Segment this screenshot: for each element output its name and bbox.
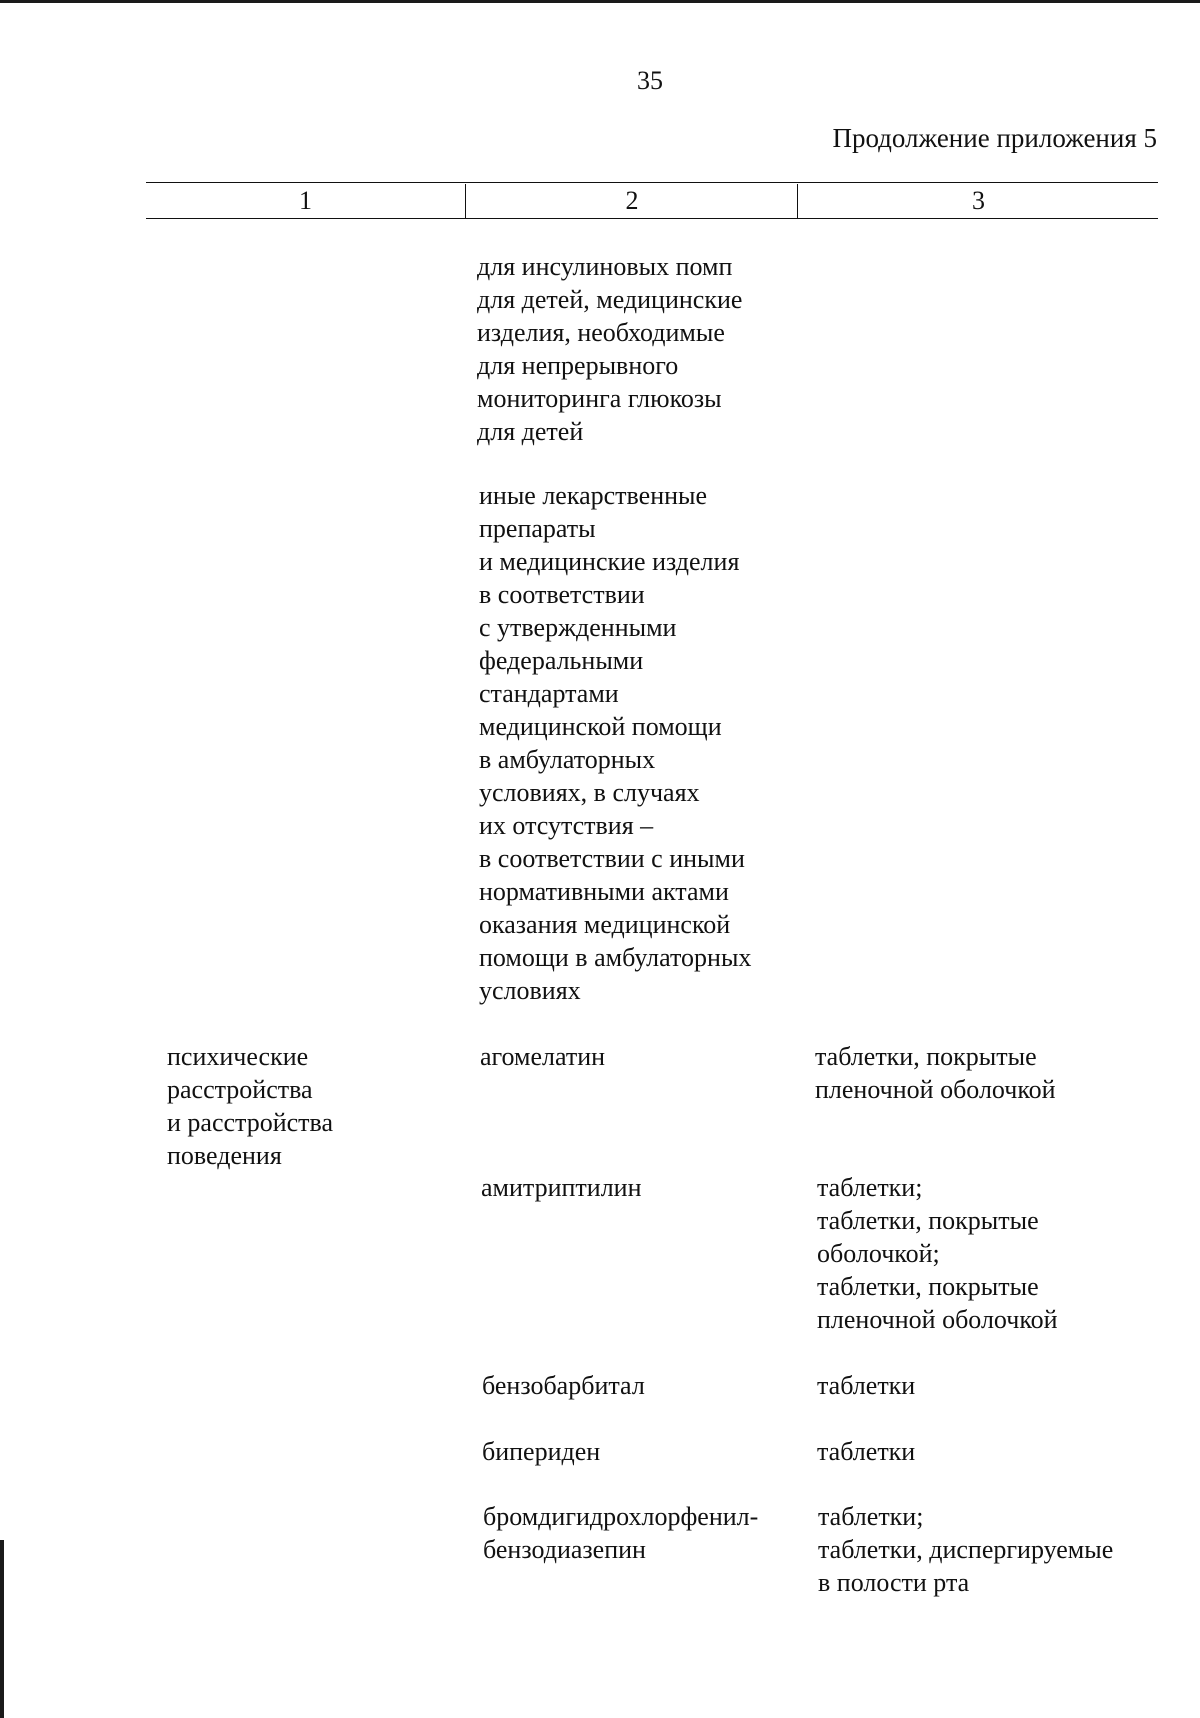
drug-form: таблетки, покрытые пленочной оболочкой [815, 1042, 1056, 1104]
scan-edge-top [0, 0, 1200, 3]
disease-category: психические расстройства и расстройства поведения [167, 1042, 334, 1170]
page-number: 35 [637, 66, 663, 95]
drug-name: амитриптилин [481, 1173, 642, 1202]
drug-name: бромдигидрохлорфенил- бензодиазепин [483, 1502, 759, 1564]
other-drugs-text: иные лекарственные препараты и медицинские изделия в соответствии с утвержденными федеральными стандартами медицинской помощи в амбулаторных условиях, в случаях их отсутствия – в соответствии с иными нормативными актами оказания медицинской помощи в амбулаторных условиях [479, 481, 752, 1005]
drug-name: агомелатин [480, 1042, 606, 1071]
header-rule-bottom [146, 218, 1158, 219]
drug-name: бензобарбитал [482, 1371, 645, 1400]
drug-name: бипериден [482, 1437, 601, 1466]
header-rule-top [146, 182, 1158, 183]
header-col-2: 2 [625, 186, 639, 215]
header-col-3: 3 [972, 186, 985, 215]
drug-form: таблетки [817, 1371, 916, 1400]
drug-form: таблетки; таблетки, покрытые оболочкой; таблетки, покрытые пленочной оболочкой [817, 1173, 1058, 1334]
header-separator [797, 184, 798, 218]
scan-edge-left [0, 1540, 4, 1718]
header-col-1: 1 [299, 186, 312, 215]
header-separator [465, 184, 466, 218]
drug-form: таблетки; таблетки, диспергируемые в полости рта [818, 1502, 1114, 1597]
appendix-title: Продолжение приложения 5 [832, 123, 1157, 153]
drug-form: таблетки [817, 1437, 916, 1466]
insulin-pumps-text: для инсулиновых помп для детей, медицинские изделия, необходимые для непрерывного мониторинга глюкозы для детей [477, 252, 743, 446]
